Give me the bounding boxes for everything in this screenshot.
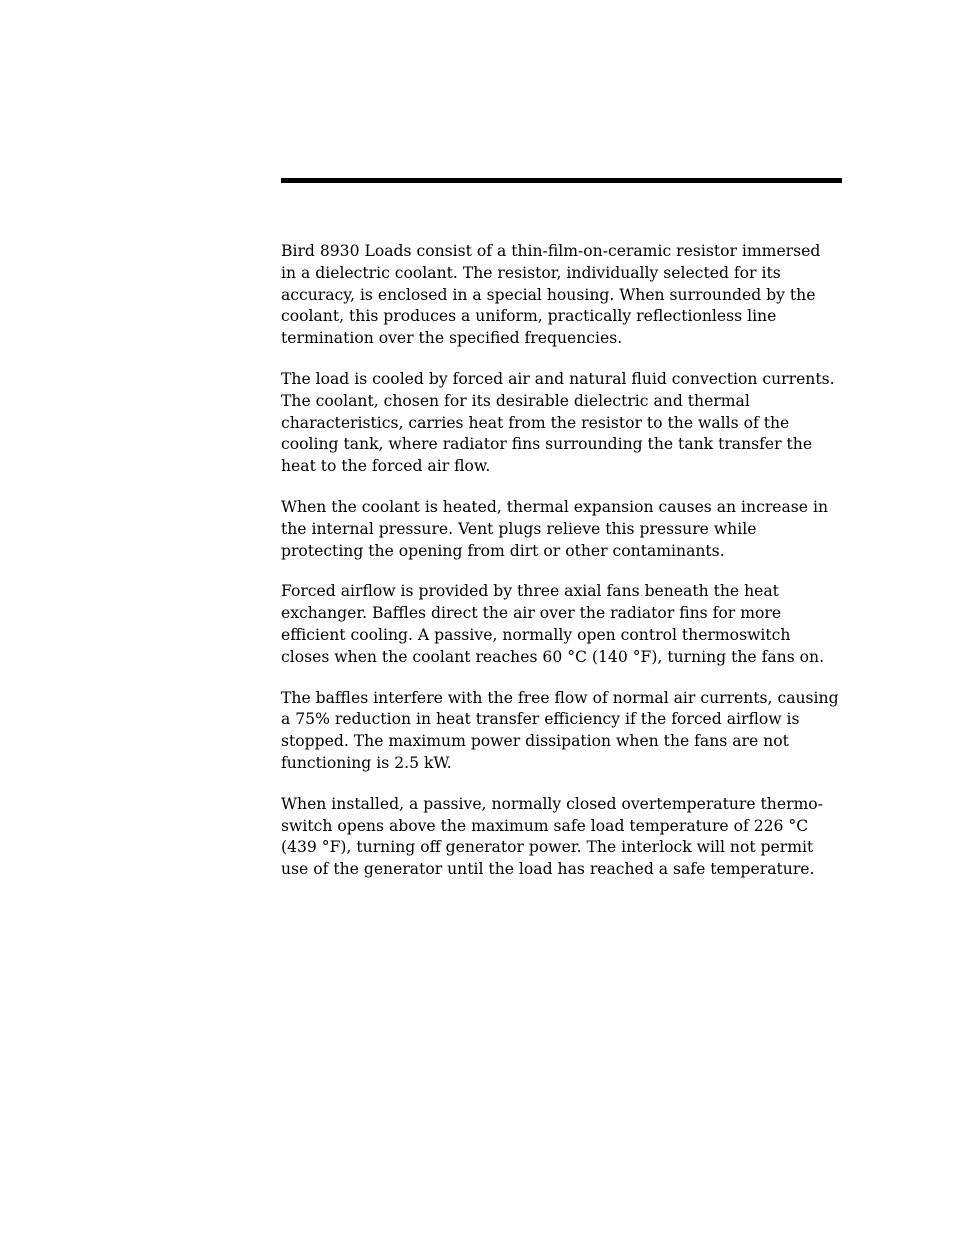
text-line: cooling tank, where radiator fins surrounding the tank transfer the (281, 435, 813, 454)
text-line: functioning is 2.5 kW. (281, 753, 452, 772)
text-line: exchanger. Baffles direct the air over the radiator fins for more (281, 604, 782, 623)
text-line: When installed, a passive, normally closed overtemperature thermo- (281, 794, 823, 813)
text-line: the internal pressure. Vent plugs relieve this pressure while (281, 519, 757, 538)
paragraph-cooling (281, 369, 842, 478)
paragraph-pressure (281, 497, 842, 562)
text-line: protecting the opening from dirt or other contaminants. (281, 541, 725, 560)
text-line: efficient cooling. A passive, normally open control thermoswitch (281, 625, 791, 644)
text-line: a 75% reduction in heat transfer efficiency if the forced airflow is (281, 710, 800, 729)
text-line: termination over the specified frequencies. (281, 329, 623, 348)
body-text (281, 241, 842, 900)
text-line: stopped. The maximum power dissipation when the fans are not (281, 732, 789, 751)
text-line: When the coolant is heated, thermal expansion causes an increase in (281, 497, 829, 516)
paragraph-overtemperature (281, 794, 842, 881)
text-line: switch opens above the maximum safe load temperature of 226 °C (281, 816, 809, 835)
text-line: use of the generator until the load has reached a safe temperature. (281, 860, 815, 879)
header-rule (281, 178, 842, 183)
text-line: in a dielectric coolant. The resistor, individually selected for its (281, 263, 781, 282)
paragraph-description (281, 241, 842, 350)
text-line: heat to the forced air flow. (281, 457, 491, 476)
text-line: Bird 8930 Loads consist of a thin-film-on-ceramic resistor immersed (281, 242, 821, 260)
text-line: The baffles interfere with the free flow of normal air currents, causing (281, 688, 839, 707)
text-line: accuracy, is enclosed in a special housing. When surrounded by the (281, 285, 816, 304)
text-line: characteristics, carries heat from the resistor to the walls of the (281, 413, 790, 432)
text-line: The load is cooled by forced air and natural fluid convection currents. (281, 369, 835, 388)
text-line: closes when the coolant reaches 60 °C (140 °F), turning the fans on. (281, 647, 825, 666)
text-line: The coolant, chosen for its desirable dielectric and thermal (281, 391, 750, 410)
paragraph-airflow (281, 581, 842, 668)
paragraph-baffles (281, 688, 842, 775)
text-line: (439 °F), turning off generator power. The interlock will not permit (281, 838, 814, 857)
text-line: Forced airflow is provided by three axial fans beneath the heat (281, 582, 779, 601)
text-line: coolant, this produces a uniform, practically reflectionless line (281, 307, 777, 326)
